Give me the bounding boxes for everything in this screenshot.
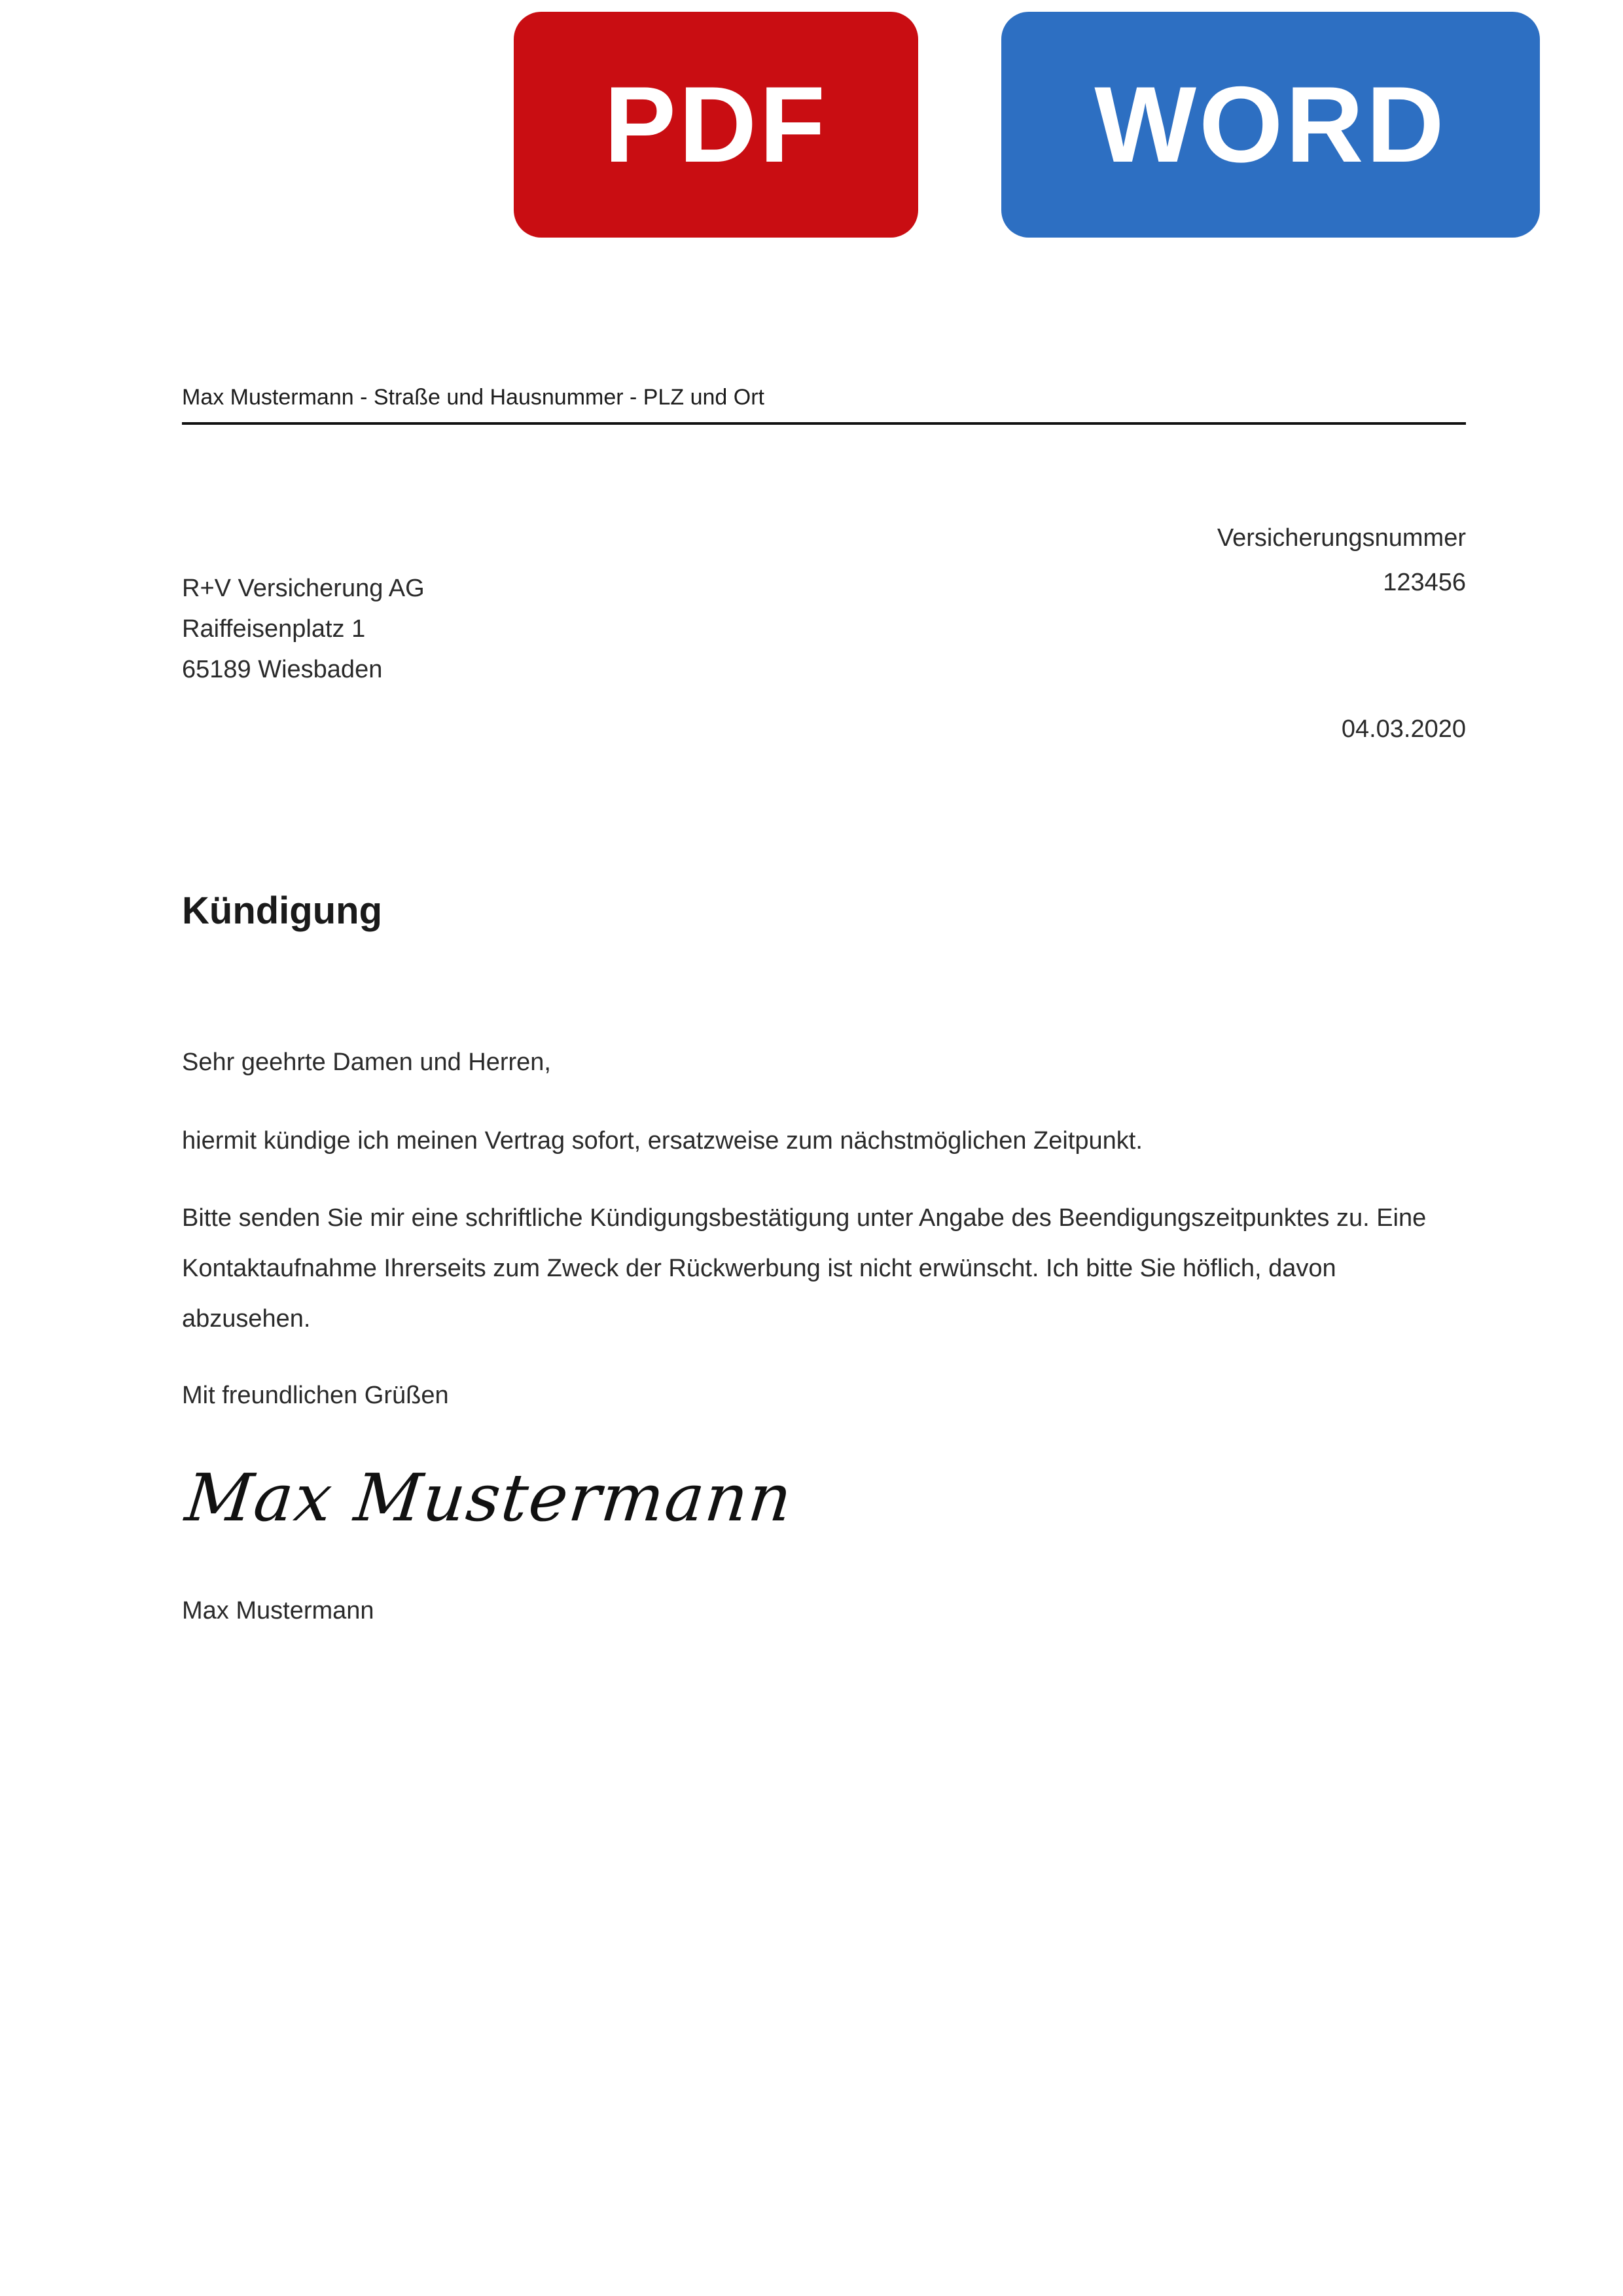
word-download-button[interactable]: WORD: [1001, 12, 1540, 238]
recipient-city: 65189 Wiesbaden: [182, 656, 383, 683]
salutation-text: Sehr geehrte Damen und Herren,: [182, 1049, 551, 1076]
meta-block: [1217, 516, 1466, 605]
pdf-download-button[interactable]: PDF: [514, 12, 918, 238]
signature-printed-name: Max Mustermann: [182, 1597, 374, 1624]
subject-heading: Kündigung: [182, 889, 383, 932]
handwritten-signature: Max Mustermann: [182, 1460, 797, 1536]
body-paragraph-1: hiermit kündige ich meinen Vertrag sofort, ersatzweise zum nächstmöglichen Zeitpunkt.: [182, 1127, 1143, 1155]
insurance-number-label: Versicherungsnummer: [1217, 524, 1466, 552]
download-buttons: [514, 12, 1540, 238]
insurance-number-value: 123456: [1383, 569, 1466, 596]
letter-date: 04.03.2020: [1341, 715, 1466, 743]
body-paragraph-2: Bitte senden Sie mir eine schriftliche Kündigungsbestätigung unter Angabe des Beendigungszeitpunktes zu. Eine Kontaktaufnahme Ihrerseits zum Zweck der Rückwerbung ist nicht erwünscht. Ich bitte Sie höflich, davon abzusehen.: [182, 1204, 1427, 1333]
recipient-address: [182, 568, 425, 690]
recipient-street: Raiffeisenplatz 1: [182, 615, 366, 643]
sender-address-line: Max Mustermann - Straße und Hausnummer - PLZ und Ort: [182, 385, 1466, 425]
closing-text: Mit freundlichen Grüßen: [182, 1382, 449, 1409]
recipient-name: R+V Versicherung AG: [182, 575, 425, 602]
